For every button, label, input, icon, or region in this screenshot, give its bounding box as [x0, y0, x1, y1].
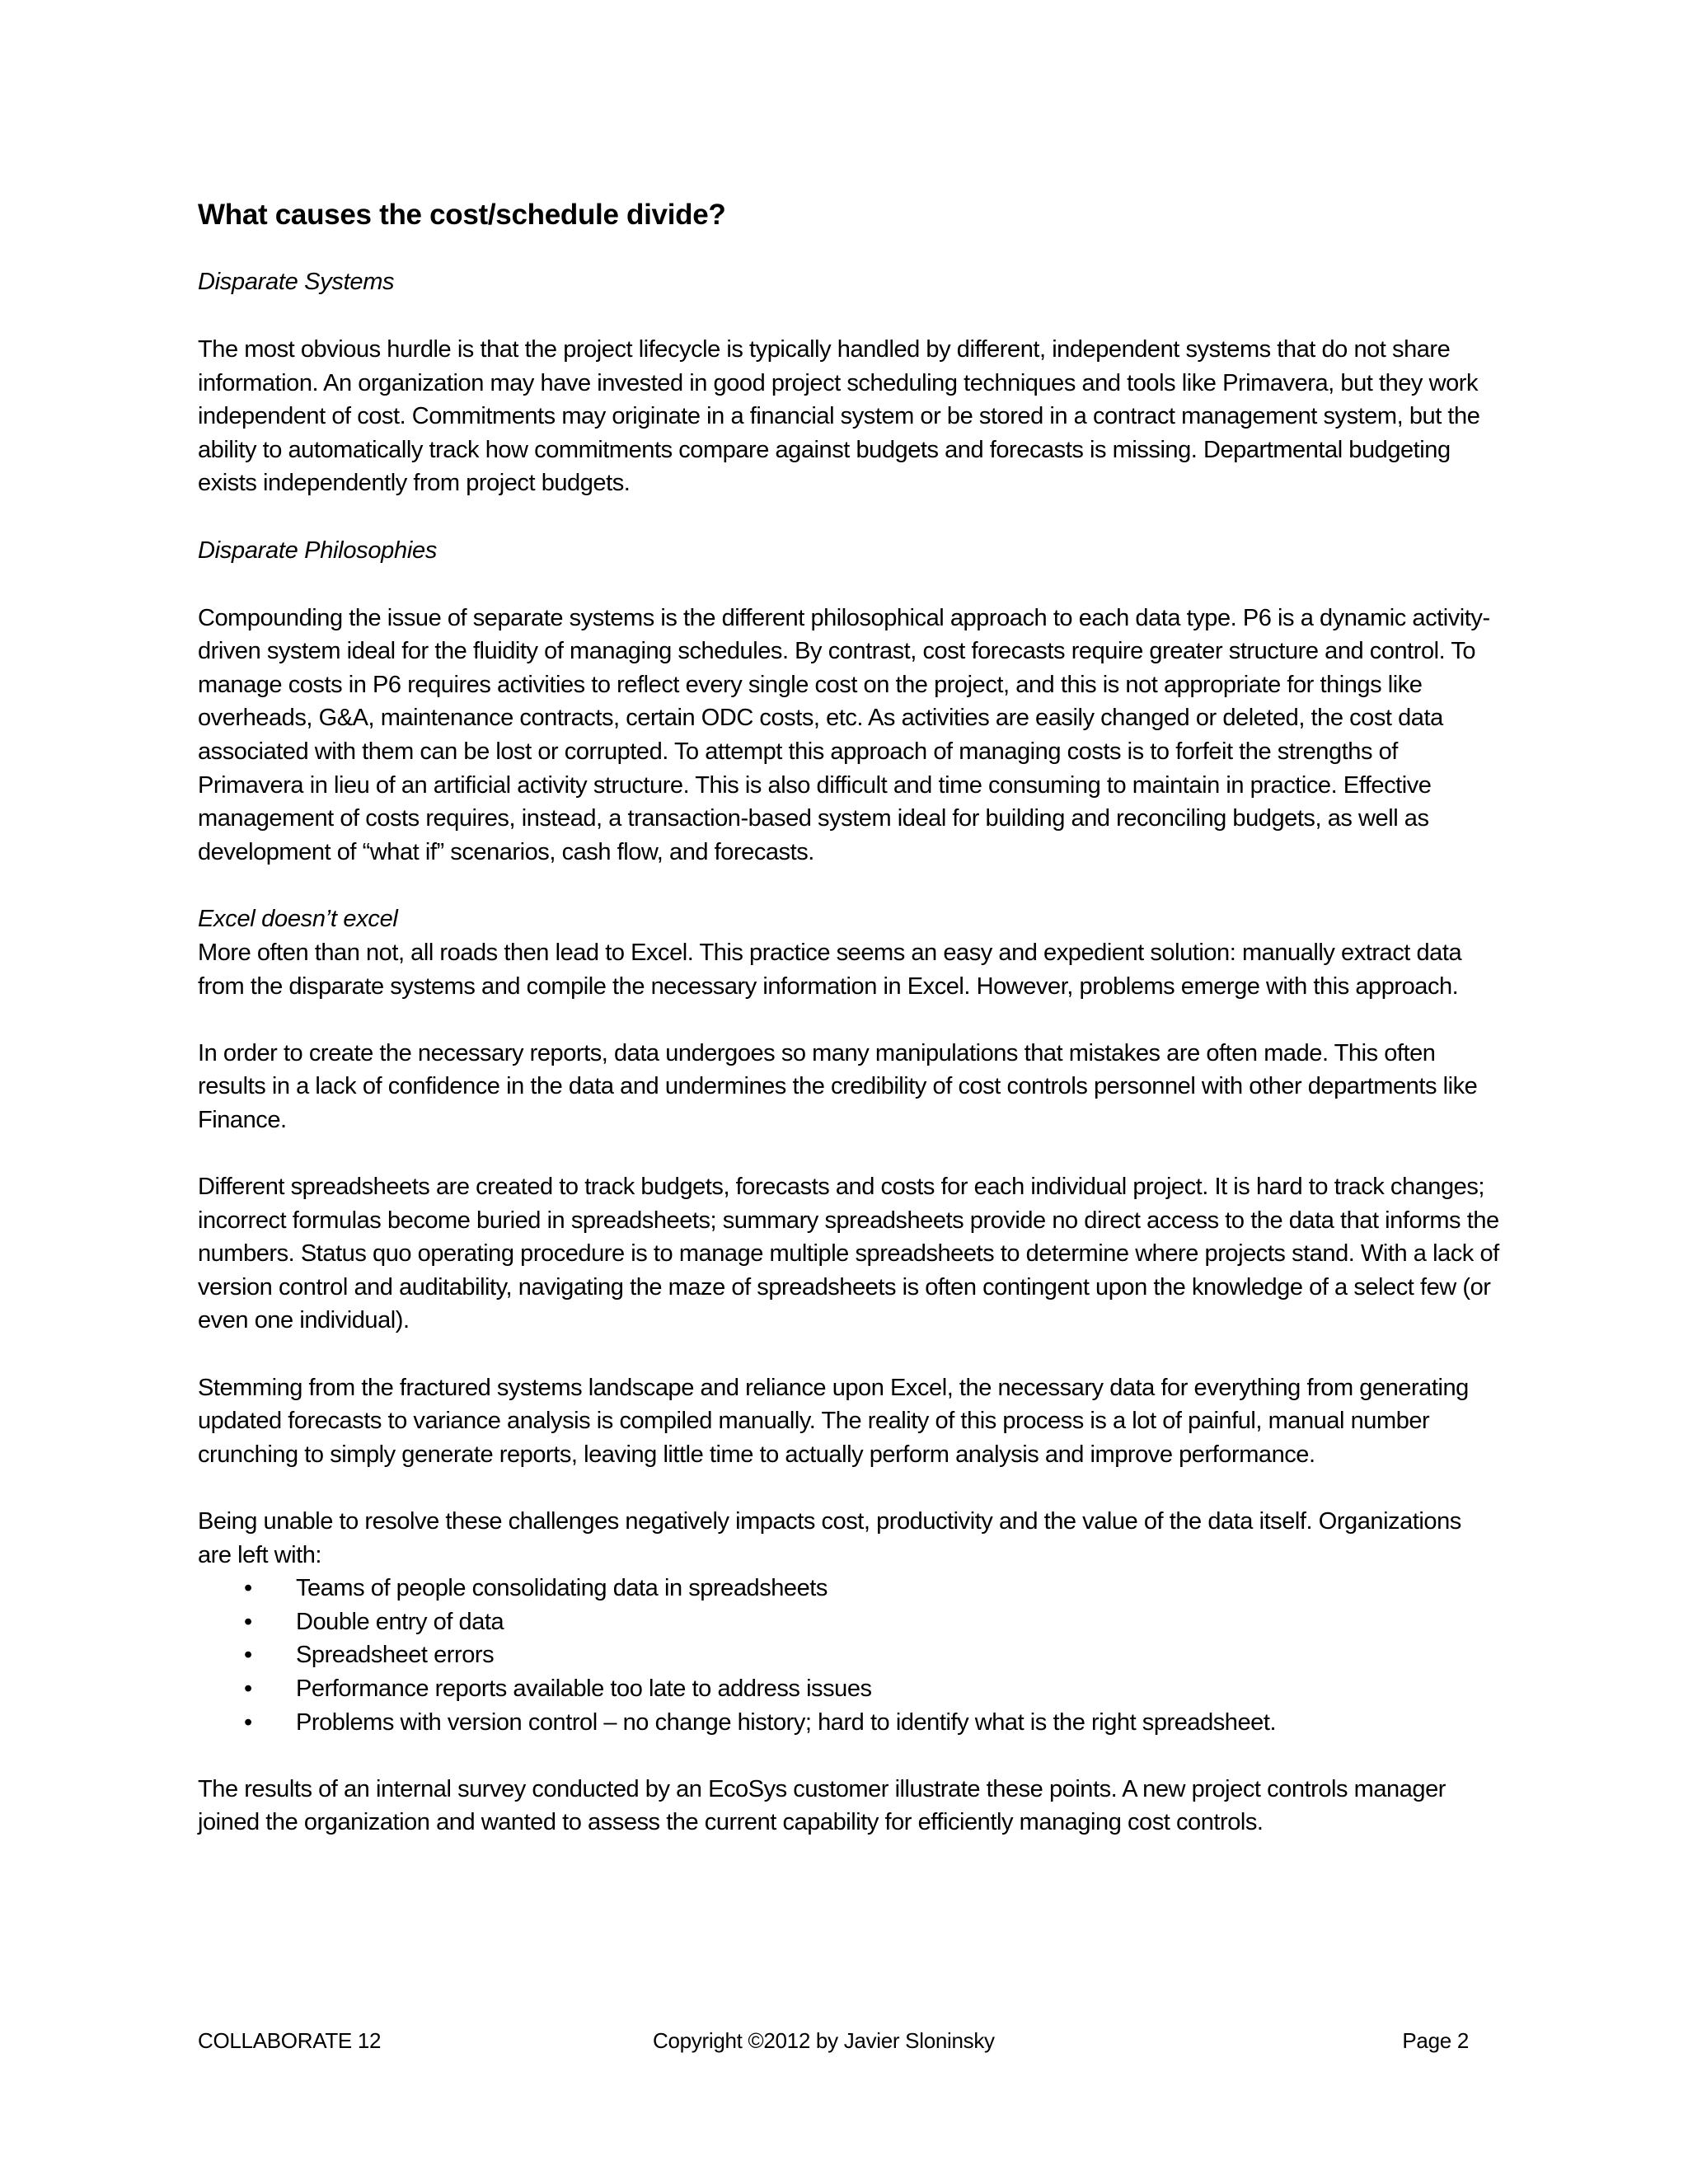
paragraph-excel-intro: More often than not, all roads then lead to Excel. This practice seems an easy and expedient solution: manually extract data from the disparate systems and compile the necessary information in Excel. However, problems emerge with this approach.	[198, 939, 1462, 1000]
list-item	[198, 1638, 1500, 1672]
list-item-text: Performance reports available too late to address issues	[296, 1675, 872, 1702]
list-item	[198, 1706, 1500, 1740]
list-item-text: Teams of people consolidating data in spreadsheets	[296, 1575, 828, 1602]
list-item	[198, 1605, 1500, 1639]
paragraph-excel-challenges: Being unable to resolve these challenges negatively impacts cost, productivity and the value of the data itself. Organizations are left with:	[198, 1508, 1461, 1568]
list-item-text: Problems with version control – no change history; hard to identify what is the right spreadsheet.	[296, 1708, 1277, 1736]
document-page	[198, 196, 1500, 1873]
paragraph-excel-fractured: Stemming from the fractured systems landscape and reliance upon Excel, the necessary data for everything from generating updated forecasts to variance analysis is compiled manually. The reality of this process is a lot of painful, manual number crunching to simply generate reports, leaving little time to actually perform analysis and improve performance.	[198, 1374, 1469, 1468]
list-item	[198, 1672, 1500, 1706]
footer-page-number: Page 2	[1402, 2028, 1469, 2053]
page-heading: What causes the cost/schedule divide?	[198, 199, 726, 231]
footer-conference: COLLABORATE 12	[198, 2028, 382, 2053]
paragraph-excel-manipulations: In order to create the necessary reports, data undergoes so many manipulations that mistakes are often made. This often results in a lack of confidence in the data and undermines the credibility of cost controls personnel with other departments like Finance.	[198, 1039, 1478, 1133]
paragraph-excel-spreadsheets: Different spreadsheets are created to track budgets, forecasts and costs for each individual project. It is hard to track changes; incorrect formulas become buried in spreadsheets; summary spreadsheets provide no direct access to the data that informs the numbers. Status quo operating procedure is to manage multiple spreadsheets to determine where projects stand. With a lack of version control and auditability, navigating the maze of spreadsheets is often contingent upon the knowledge of a select few (or even one individual).	[198, 1174, 1499, 1334]
bullet-list	[198, 1572, 1500, 1739]
list-item-text: Double entry of data	[296, 1608, 504, 1635]
subheading-excel: Excel doesn’t excel	[198, 905, 398, 932]
list-item-text: Spreadsheet errors	[296, 1642, 495, 1669]
subheading-disparate-systems: Disparate Systems	[198, 269, 395, 295]
footer-copyright: Copyright ©2012 by Javier Sloninsky	[653, 2028, 995, 2053]
subheading-disparate-philosophies: Disparate Philosophies	[198, 537, 438, 564]
bullet-icon: •	[244, 1608, 252, 1635]
paragraph-disparate-philosophies: Compounding the issue of separate systems is the different philosophical approach to each data type. P6 is a dynamic activity-driven system ideal for the fluidity of managing schedules. By contrast, cost forecasts require greater structure and control. To manage costs in P6 requires activities to reflect every single cost on the project, and this is not appropriate for things like overheads, G&A, maintenance contracts, certain ODC costs, etc. As activities are easily changed or deleted, the cost data associated with them can be lost or corrupted. To attempt this approach of managing costs is to forfeit the strengths of Primavera in lieu of an artificial activity structure. This is also difficult and time consuming to maintain in practice. Effective management of costs requires, instead, a transaction-based system ideal for building and reconciling budgets, as well as development of “what if” scenarios, cash flow, and forecasts.	[198, 604, 1490, 865]
paragraph-disparate-systems: The most obvious hurdle is that the project lifecycle is typically handled by different, independent systems that do not share information. An organization may have invested in good project scheduling techniques and tools like Primavera, but they work independent of cost. Commitments may originate in a financial system or be stored in a contract management system, but the ability to automatically track how commitments compare against budgets and forecasts is missing. Departmental budgeting exists independently from project budgets.	[198, 336, 1480, 497]
bullet-icon: •	[244, 1642, 252, 1669]
bullet-icon: •	[244, 1575, 252, 1602]
bullet-icon: •	[244, 1708, 252, 1736]
list-item	[198, 1572, 1500, 1605]
page-footer	[198, 2024, 1500, 2057]
paragraph-closing: The results of an internal survey conducted by an EcoSys customer illustrate these points. A new project controls manager joined the organization and wanted to assess the current capability for efficiently managing cost controls.	[198, 1775, 1446, 1836]
bullet-icon: •	[244, 1675, 252, 1702]
